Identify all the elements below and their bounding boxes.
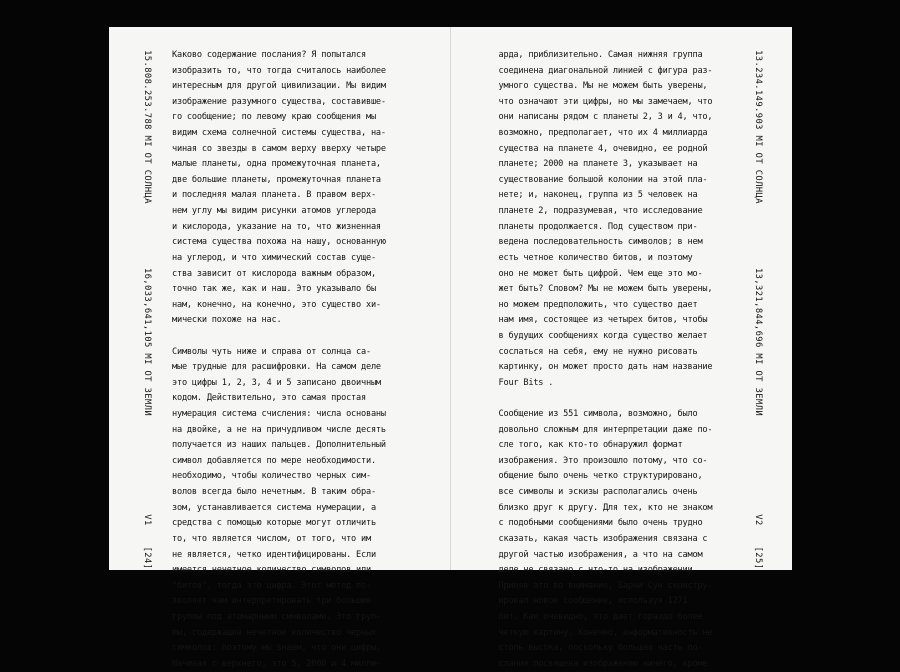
book-spread: [109, 27, 792, 669]
text-line: слания посвящена изображению ничего, кроме: [498, 658, 708, 669]
text-line: планете; 2000 на планете 3, указывает на: [498, 159, 698, 170]
text-line: столь высока, поскольку большая часть по-: [498, 643, 703, 654]
text-line: сослаться на себя, ему не нужно рисовать: [498, 346, 698, 357]
left-page: [109, 27, 451, 669]
text-line: нумерация система счисления: числа основаны: [172, 409, 386, 420]
text-line: мически похоже на нас.: [172, 315, 282, 326]
text-line: группы под атомарными символами. Это груп-: [172, 611, 381, 622]
left-distance-sun: 15.808.253.788 MI ОТ СОЛНЦА: [142, 50, 152, 204]
text-line: интересным для другой цивилизации. Мы видим: [172, 81, 386, 92]
right-section-label: V2: [753, 514, 763, 526]
text-line: все символы и эскизы располагались очень: [498, 487, 698, 498]
text-line: две большие планеты, промежуточная планета: [172, 174, 381, 185]
text-line: кодом. Действительно, это самая простая: [172, 393, 366, 404]
text-line: и кислорода, указание на то, что жизненная: [172, 221, 381, 232]
text-line: существование большой колонии на этой пла-: [498, 174, 708, 185]
text-line: возможно, предполагает, что их 4 миллиарда: [498, 128, 708, 139]
text-line: получается из наших пальцев. Дополнительный: [172, 440, 386, 451]
text-line: нем углу мы видим рисунки атомов углерода: [172, 206, 376, 217]
text-line: Начиная с верхнего, это 5, 2000 и 4 милли-: [172, 658, 381, 669]
text-line: ства зависит от кислорода важным образом,: [172, 268, 376, 279]
text-line: то, что является числом, от того, что им: [172, 533, 371, 544]
text-line: на двойке, а не на причудливом числе десять: [172, 424, 386, 435]
text-line: сказать, какая часть изображения связана с: [498, 533, 708, 544]
text-line: в будущих сообщениях когда существо желает: [498, 330, 708, 341]
text-line: изображения. Это произошло потому, что со-: [498, 455, 708, 466]
text-line: средства с помощью которые могут отличить: [172, 518, 376, 529]
text-line: бит. Как очевидно, это дает гораздо более: [498, 611, 703, 622]
text-line: оно не может быть цифрой. Чем еще это мо-: [498, 268, 703, 279]
left-body-text: [172, 48, 386, 672]
text-line: волов всегда было нечетным. В таким обра-: [172, 487, 376, 498]
text-line: зволяет нам интерпретировать три большие: [172, 596, 371, 607]
text-line: [172, 329, 386, 345]
text-line: изображение разумного существа, составивше-: [172, 96, 386, 107]
text-line: довольно сложным для интерпретации даже по-: [498, 424, 713, 435]
text-line: другой частью изображения, а что на самом: [498, 549, 703, 560]
text-line: нам, конечно, на конечно, это существо хи-: [172, 299, 381, 310]
text-line: близко друг к другу. Для тех, кто не знаком: [498, 502, 713, 513]
text-line: жет быть? Словом? Мы не можем быть уверены,: [498, 284, 713, 295]
text-line: арда, приблизительно. Самая нижняя группа: [498, 50, 703, 60]
text-line: сле того, как кто-то обнаружил формат: [498, 440, 683, 451]
left-section-label: V1: [142, 514, 152, 526]
right-distance-sun: 13.234.149.903 MI ОТ СОЛНЦА: [753, 50, 763, 204]
text-line: имеется нечетное количество символов или: [172, 565, 371, 576]
text-line: есть четное количество битов, и поэтому: [498, 252, 693, 263]
text-line: символов; поэтому мы знаем, что они цифры.: [172, 643, 381, 654]
text-line: символ добавляется по мере необходимости.: [172, 455, 376, 466]
text-line: го сообщение; по левому краю сообщения мы: [172, 112, 376, 123]
left-distance-earth: 16,033,641,105 MI ОТ ЗЕМЛИ: [142, 267, 152, 417]
text-line: система существа похожа на нашу, основанную: [172, 237, 386, 248]
left-page-number: [24]: [142, 546, 152, 570]
text-line: это цифры 1, 2, 3, 4 и 5 записано двоичным: [172, 377, 381, 388]
text-line: Four Bits .: [498, 377, 554, 388]
right-page: [451, 27, 793, 669]
text-line: [499, 391, 713, 407]
text-line: малые планеты, одна промежуточная планета,: [172, 159, 381, 170]
text-line: картинку, он может просто дать нам название: [498, 362, 713, 373]
text-line: ировал новое сообщение, используя 1271: [498, 596, 688, 607]
text-line: точно так же, как и наш. Это указывало бы: [172, 284, 376, 295]
text-line: Каково содержание послания? Я попытался: [172, 50, 366, 60]
left-margin-column: [137, 27, 157, 570]
text-line: четкую картину. Конечно, информативность не: [498, 627, 713, 638]
text-line: мые трудные для расшифровки. На самом деле: [172, 362, 381, 373]
text-line: чиная со звезды в самом верху вверху четыре: [172, 143, 386, 154]
text-line: не является, четко идентифицированы. Если: [172, 549, 376, 560]
text-line: планете 2, подразумевая, что исследование: [498, 206, 703, 217]
right-distance-earth: 13,321,844,696 MI ОТ ЗЕМЛИ: [753, 267, 763, 417]
text-line: зом, устанавливается система нумерации, а: [172, 502, 376, 513]
text-line: Символы чуть ниже и справа от солнца са-: [172, 346, 371, 357]
text-line: нете; и, наконец, группа из 5 человек на: [498, 190, 698, 201]
text-line: с подобными сообщениями было очень трудно: [498, 518, 703, 529]
text-line: умного существа. Мы не можем быть уверены,: [498, 81, 708, 92]
text-line: на углерод, и что химический состав суще-: [172, 252, 376, 263]
text-line: и последняя малая планета. В правом верх-: [172, 190, 376, 201]
text-line: пы, содержащие нечетное количество черных: [172, 627, 376, 638]
text-line: соединена диагональной линией с фигура раз-: [498, 65, 713, 76]
text-line: общение было очень четко структурировано,: [498, 471, 703, 482]
text-line: планеты продолжается. Под существом при-: [498, 221, 698, 232]
text-line: необходимо, чтобы количество черных сим-: [172, 471, 371, 482]
text-line: но можем предположить, что существо дает: [498, 299, 698, 310]
text-line: Сообщение из 551 символа, возможно, было: [498, 409, 698, 420]
right-body-text: [499, 48, 713, 672]
text-line: видим схема солнечной системы существа, на-: [172, 128, 386, 139]
text-line: изобразить то, что тогда считалось наиболее: [172, 65, 386, 76]
text-line: существа на планете 4, очевидно, ее родной: [498, 143, 708, 154]
right-margin-column: [748, 27, 768, 570]
text-line: Приняв это во внимание, Барни Сун сконстру-: [498, 580, 713, 591]
text-line: они написаны рядом с планеты 2, 3 и 4, что,: [498, 112, 713, 123]
text-line: что означают эти цифры, но мы замечаем, что: [498, 96, 713, 107]
text-line: деле не связано с что-то на изображении.: [498, 565, 698, 576]
text-line: нам имя, состоящее из четырех битов, чтобы: [498, 315, 708, 326]
right-page-number: [25]: [753, 546, 763, 570]
text-line: ведена последовательность символов; в нем: [498, 237, 703, 248]
text-line: "битов", тогда это цифра. Этот метод по-: [172, 580, 371, 591]
